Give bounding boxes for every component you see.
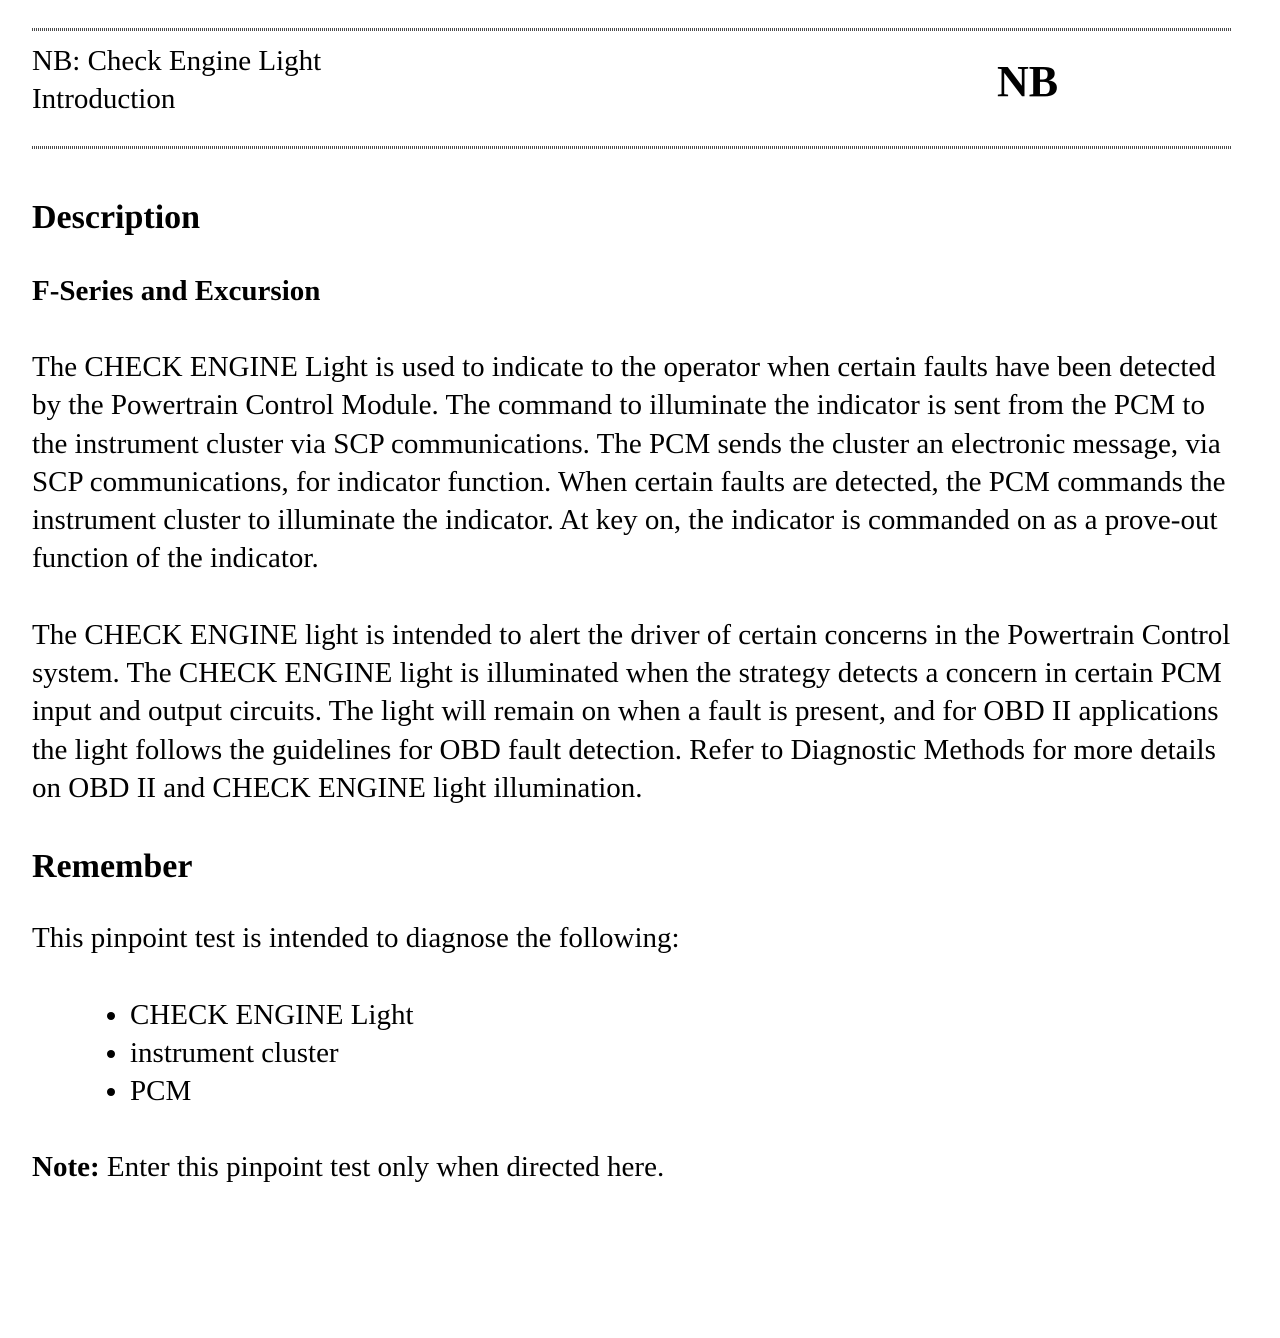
list-item: • PCM [130, 1072, 1242, 1110]
list-item: • CHECK ENGINE Light [130, 996, 1242, 1034]
description-paragraph-1: The CHECK ENGINE Light is used to indicate to the operator when certain faults have been detected by the Powertrain Control Module. The command to illuminate the indicator is sent from the PCM to the instrument cluster via SCP communications. The PCM sends the cluster an electronic message, via SCP communications, for indicator function. When certain faults are detected, the PCM commands the instrument cluster to illuminate the indicator. At key on, the indicator is commanded on as a prove-out function of the indicator. [32, 351, 1226, 575]
header-code: NB [997, 57, 1059, 106]
description-heading: Description [32, 199, 201, 236]
remember-intro: This pinpoint test is intended to diagnose the following: [32, 922, 680, 955]
document-body [32, 196, 1242, 1225]
header-subtitle: Introduction [32, 83, 176, 115]
series-subheading: F-Series and Excursion [32, 275, 321, 307]
remember-heading: Remember [32, 848, 193, 886]
description-paragraph-2: The CHECK ENGINE light is intended to alert the driver of certain concerns in the Powertrain Control system. The CHECK ENGINE light is illuminated when the strategy detects a concern in certain PCM input and output circuits. The light will remain on when a fault is present, and for OBD II applications the light follows the guidelines for OBD fault detection. Refer to Diagnostic Methods for more details on OBD II and CHECK ENGINE light illumination. [32, 618, 1231, 804]
header-title: NB: Check Engine Light [32, 45, 322, 77]
note-label: Note: [32, 1151, 100, 1184]
note-text: Enter this pinpoint test only when directed here. [99, 1151, 665, 1184]
diagnose-list [32, 996, 1242, 1111]
header-divider [32, 146, 1231, 149]
note [32, 1148, 1242, 1186]
top-divider [32, 28, 1231, 31]
list-item: • instrument cluster [130, 1034, 1242, 1072]
document-header [32, 42, 321, 118]
